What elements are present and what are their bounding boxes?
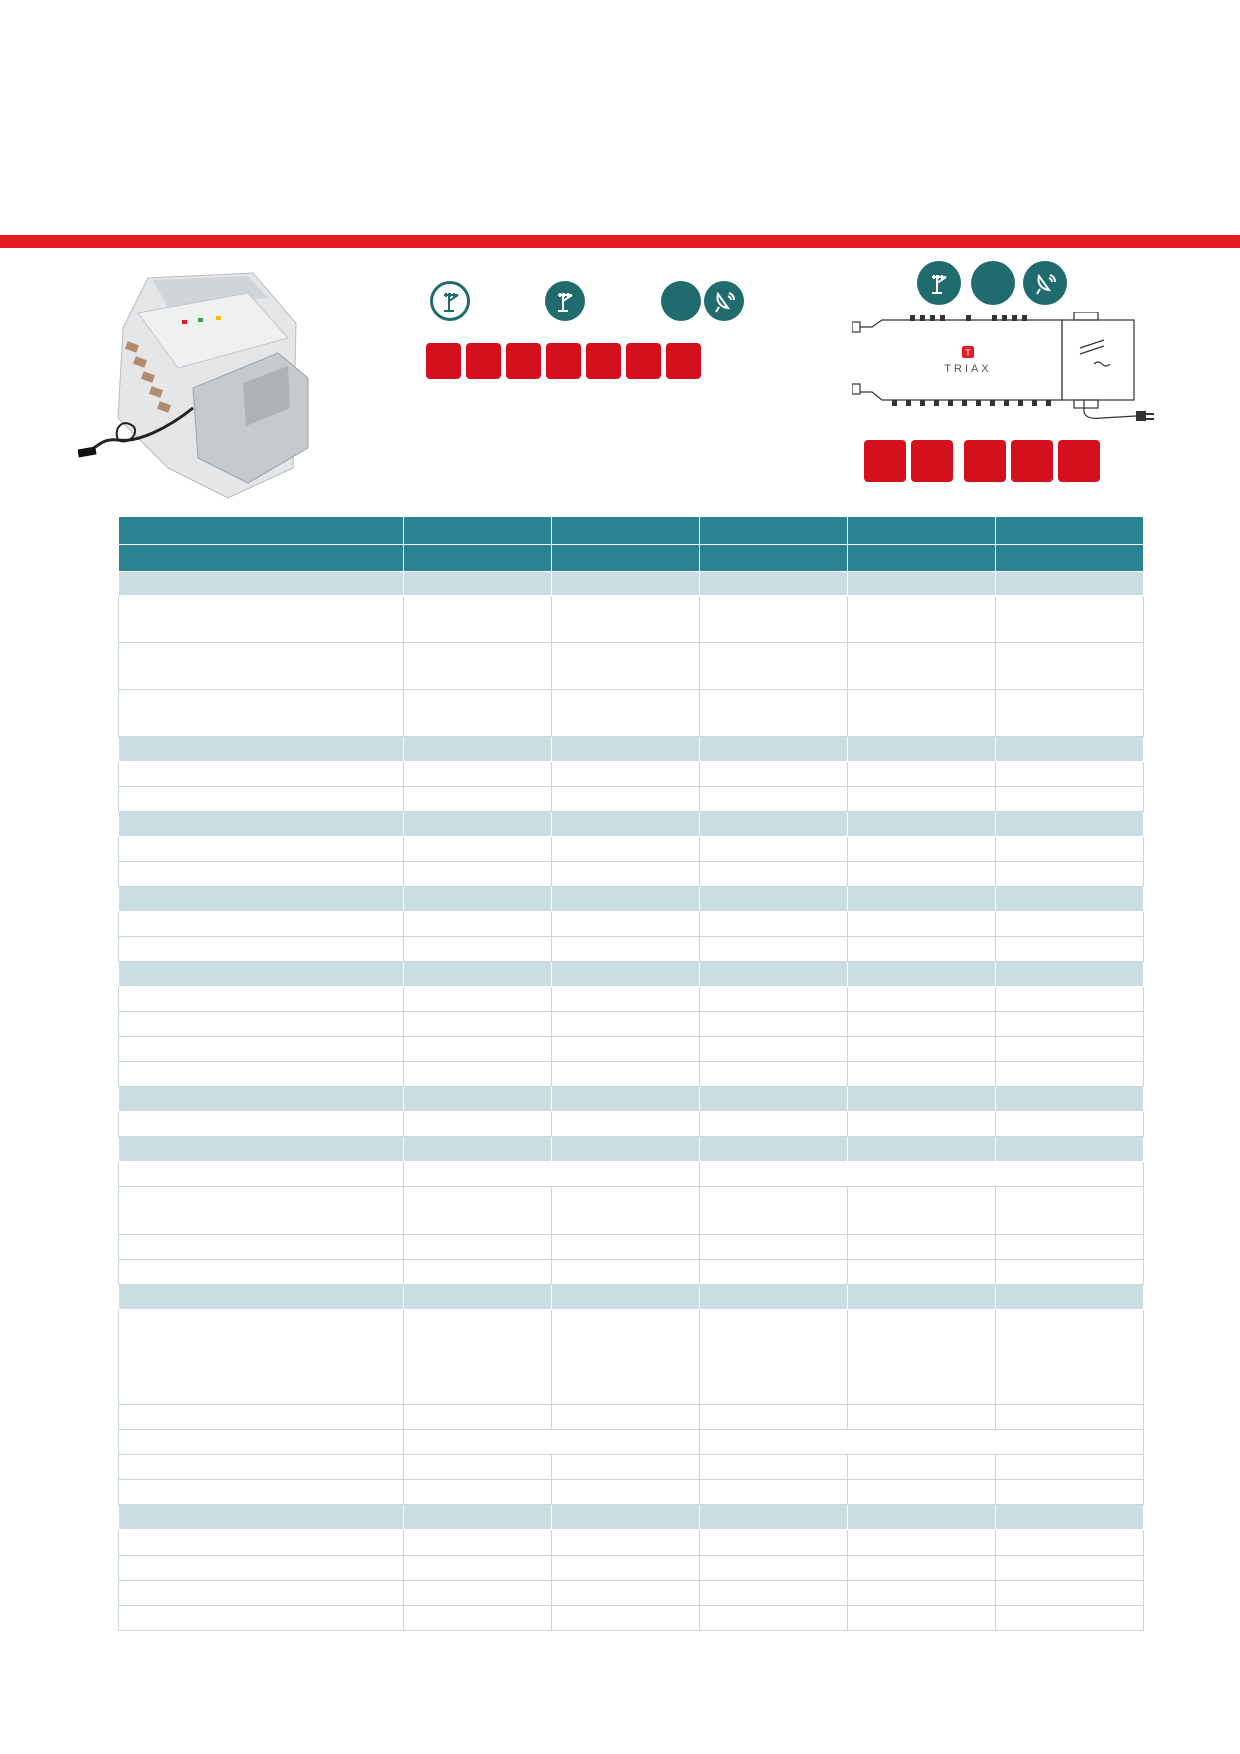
table-cell: [552, 642, 700, 689]
table-cell: [119, 961, 404, 986]
table-cell: [700, 689, 848, 736]
table-cell: [848, 1580, 996, 1605]
table-cell: [996, 861, 1144, 886]
table-cell: [700, 1309, 848, 1404]
table-row: [119, 1605, 1144, 1630]
table-cell: [404, 1111, 552, 1136]
table-section-row: [119, 1086, 1144, 1111]
feature-badge: [626, 343, 661, 379]
table-cell: [848, 1234, 996, 1259]
table-cell: [848, 1479, 996, 1504]
table-cell: [848, 1454, 996, 1479]
table-cell: [404, 1404, 552, 1429]
multiswitch-schematic: [852, 312, 1164, 428]
table-cell: [848, 1605, 996, 1630]
table-row: [119, 911, 1144, 936]
table-cell: [119, 595, 404, 642]
table-cell: [404, 1234, 552, 1259]
table-cell: [404, 961, 552, 986]
table-row: [119, 1555, 1144, 1580]
table-cell: [404, 642, 552, 689]
table-cell: [848, 689, 996, 736]
table-cell: [552, 544, 700, 571]
table-cell: [404, 1161, 700, 1186]
table-row: [119, 1404, 1144, 1429]
table-cell: [848, 986, 996, 1011]
table-cell: [404, 1454, 552, 1479]
table-row: [119, 1309, 1144, 1404]
feature-badge: [666, 343, 701, 379]
table-cell: [404, 689, 552, 736]
table-row: [119, 1429, 1144, 1454]
table-row: [119, 595, 1144, 642]
feature-badge: [546, 343, 581, 379]
table-header-row: [119, 517, 1144, 544]
table-cell: [404, 571, 552, 595]
table-cell: [552, 1061, 700, 1086]
table-cell: [404, 1529, 552, 1555]
table-cell: [996, 986, 1144, 1011]
table-cell: [848, 1404, 996, 1429]
table-cell: [848, 911, 996, 936]
table-cell: [996, 911, 1144, 936]
table-cell: [552, 1404, 700, 1429]
table-section-row: [119, 811, 1144, 836]
table-cell: [996, 1259, 1144, 1284]
table-cell: [848, 571, 996, 595]
table-cell: [404, 1061, 552, 1086]
table-cell: [552, 571, 700, 595]
table-cell: [700, 544, 848, 571]
table-cell: [119, 1136, 404, 1161]
table-cell: [119, 1580, 404, 1605]
table-cell: [996, 642, 1144, 689]
table-cell: [700, 1404, 848, 1429]
table-cell: [119, 1504, 404, 1529]
satellite-dish-icon: [1023, 261, 1067, 305]
table-cell: [552, 595, 700, 642]
table-cell: [552, 1284, 700, 1309]
blank-badge-icon: [971, 261, 1015, 305]
table-cell: [404, 1479, 552, 1504]
table-cell: [848, 1309, 996, 1404]
table-cell: [552, 517, 700, 544]
table-cell: [552, 1580, 700, 1605]
table-cell: [119, 811, 404, 836]
table-row: [119, 1111, 1144, 1136]
table-cell: [848, 886, 996, 911]
table-cell: [552, 861, 700, 886]
table-cell: [552, 986, 700, 1011]
table-cell: [119, 936, 404, 961]
table-cell: [996, 1011, 1144, 1036]
table-cell: [848, 1061, 996, 1086]
table-cell: [119, 886, 404, 911]
table-cell: [996, 544, 1144, 571]
table-row: [119, 689, 1144, 736]
table-cell: [552, 1011, 700, 1036]
table-cell: [700, 1161, 1144, 1186]
feature-badges-left: [426, 343, 701, 379]
feature-badge: [911, 440, 953, 482]
table-cell: [552, 961, 700, 986]
table-cell: [996, 571, 1144, 595]
table-cell: [700, 1061, 848, 1086]
table-cell: [119, 1011, 404, 1036]
table-cell: [996, 1404, 1144, 1429]
table-row: [119, 1259, 1144, 1284]
table-cell: [552, 689, 700, 736]
table-cell: [552, 1086, 700, 1111]
table-cell: [404, 517, 552, 544]
table-cell: [700, 571, 848, 595]
table-cell: [848, 642, 996, 689]
svg-text:TRIAX: TRIAX: [944, 363, 992, 375]
svg-text:T: T: [965, 348, 971, 358]
table-cell: [119, 1234, 404, 1259]
table-cell: [848, 1111, 996, 1136]
table-cell: [404, 544, 552, 571]
table-cell: [996, 517, 1144, 544]
table-cell: [119, 689, 404, 736]
table-cell: [119, 836, 404, 861]
table-cell: [119, 544, 404, 571]
feature-badges-right: [864, 440, 1100, 482]
table-cell: [996, 1284, 1144, 1309]
table-cell: [996, 936, 1144, 961]
table-cell: [552, 1111, 700, 1136]
table-row: [119, 1454, 1144, 1479]
table-cell: [404, 911, 552, 936]
table-cell: [700, 886, 848, 911]
table-cell: [404, 1605, 552, 1630]
table-cell: [996, 1234, 1144, 1259]
table-cell: [552, 1186, 700, 1234]
table-section-row: [119, 1504, 1144, 1529]
table-cell: [700, 1429, 1144, 1454]
table-cell: [552, 886, 700, 911]
table-cell: [848, 1011, 996, 1036]
table-cell: [700, 1086, 848, 1111]
table-cell: [552, 761, 700, 786]
table-cell: [119, 1429, 404, 1454]
table-cell: [552, 1529, 700, 1555]
table-cell: [119, 1186, 404, 1234]
table-cell: [996, 1061, 1144, 1086]
table-row: [119, 1036, 1144, 1061]
table-cell: [996, 736, 1144, 761]
table-cell: [996, 886, 1144, 911]
table-row: [119, 1186, 1144, 1234]
table-cell: [404, 786, 552, 811]
table-cell: [404, 1580, 552, 1605]
table-row: [119, 1161, 1144, 1186]
table-cell: [700, 1011, 848, 1036]
table-cell: [996, 761, 1144, 786]
table-cell: [119, 517, 404, 544]
table-cell: [700, 1284, 848, 1309]
table-cell: [848, 786, 996, 811]
table-cell: [404, 811, 552, 836]
table-cell: [404, 986, 552, 1011]
table-cell: [848, 811, 996, 836]
table-cell: [119, 1161, 404, 1186]
table-cell: [700, 761, 848, 786]
table-cell: [119, 1479, 404, 1504]
table-cell: [119, 736, 404, 761]
table-cell: [996, 1529, 1144, 1555]
table-cell: [552, 736, 700, 761]
table-cell: [119, 1259, 404, 1284]
table-cell: [848, 1086, 996, 1111]
table-cell: [848, 861, 996, 886]
table-cell: [552, 1504, 700, 1529]
table-cell: [700, 517, 848, 544]
table-cell: [404, 761, 552, 786]
table-cell: [996, 836, 1144, 861]
table-cell: [996, 1555, 1144, 1580]
table-cell: [700, 986, 848, 1011]
table-cell: [996, 1580, 1144, 1605]
table-row: [119, 1580, 1144, 1605]
table-cell: [119, 1454, 404, 1479]
table-cell: [996, 1479, 1144, 1504]
table-cell: [404, 595, 552, 642]
table-cell: [119, 642, 404, 689]
table-row: [119, 936, 1144, 961]
table-cell: [119, 986, 404, 1011]
table-cell: [404, 1186, 552, 1234]
feature-badge: [426, 343, 461, 379]
table-row: [119, 836, 1144, 861]
table-cell: [848, 736, 996, 761]
table-cell: [848, 1259, 996, 1284]
table-cell: [700, 1555, 848, 1580]
table-cell: [700, 1504, 848, 1529]
table-cell: [404, 1429, 700, 1454]
table-cell: [552, 1234, 700, 1259]
table-section-row: [119, 571, 1144, 595]
table-cell: [404, 1036, 552, 1061]
table-cell: [700, 1259, 848, 1284]
table-cell: [404, 1011, 552, 1036]
table-cell: [552, 1036, 700, 1061]
table-cell: [119, 1036, 404, 1061]
table-cell: [848, 517, 996, 544]
table-cell: [700, 1136, 848, 1161]
table-cell: [552, 1259, 700, 1284]
table-cell: [119, 761, 404, 786]
table-row: [119, 1061, 1144, 1086]
satellite-dish-icon: [704, 281, 744, 321]
table-cell: [700, 1234, 848, 1259]
table-cell: [552, 1555, 700, 1580]
table-row: [119, 1529, 1144, 1555]
table-cell: [700, 1479, 848, 1504]
feature-badge: [586, 343, 621, 379]
table-cell: [848, 1136, 996, 1161]
table-cell: [552, 1454, 700, 1479]
table-cell: [119, 786, 404, 811]
feature-badge: [1058, 440, 1100, 482]
table-cell: [552, 786, 700, 811]
table-cell: [996, 811, 1144, 836]
table-cell: [848, 1529, 996, 1555]
table-cell: [700, 936, 848, 961]
table-cell: [700, 1186, 848, 1234]
table-cell: [119, 861, 404, 886]
table-section-row: [119, 1136, 1144, 1161]
table-cell: [552, 1136, 700, 1161]
table-cell: [700, 1454, 848, 1479]
table-row: [119, 786, 1144, 811]
table-cell: [552, 1605, 700, 1630]
table-cell: [404, 1259, 552, 1284]
table-cell: [700, 1580, 848, 1605]
table-cell: [996, 1036, 1144, 1061]
table-cell: [119, 1555, 404, 1580]
table-cell: [848, 1555, 996, 1580]
table-cell: [119, 1061, 404, 1086]
table-cell: [996, 961, 1144, 986]
table-cell: [700, 786, 848, 811]
table-cell: [996, 1504, 1144, 1529]
terrestrial-antenna-icon: [545, 281, 585, 321]
table-cell: [119, 571, 404, 595]
table-cell: [552, 911, 700, 936]
table-cell: [404, 1136, 552, 1161]
table-cell: [119, 1086, 404, 1111]
table-cell: [700, 1036, 848, 1061]
table-cell: [404, 1284, 552, 1309]
specification-table: [118, 517, 1144, 1631]
table-row: [119, 1479, 1144, 1504]
table-cell: [996, 1605, 1144, 1630]
table-cell: [848, 1186, 996, 1234]
table-cell: [848, 1036, 996, 1061]
table-cell: [996, 786, 1144, 811]
table-cell: [404, 1086, 552, 1111]
table-cell: [848, 761, 996, 786]
table-cell: [700, 736, 848, 761]
table-cell: [700, 642, 848, 689]
blank-badge-icon: [661, 281, 701, 321]
table-section-row: [119, 886, 1144, 911]
table-cell: [700, 961, 848, 986]
table-row: [119, 861, 1144, 886]
terrestrial-antenna-outline-icon: [430, 281, 470, 321]
table-cell: [119, 1605, 404, 1630]
table-cell: [404, 736, 552, 761]
table-row: [119, 761, 1144, 786]
table-cell: [848, 1504, 996, 1529]
table-cell: [996, 1086, 1144, 1111]
header-accent-bar: [0, 235, 1240, 248]
table-cell: [996, 1309, 1144, 1404]
table-cell: [700, 1605, 848, 1630]
feature-badge: [466, 343, 501, 379]
multiswitch-product-photo: [78, 268, 340, 508]
table-cell: [996, 1186, 1144, 1234]
feature-badge: [1011, 440, 1053, 482]
table-cell: [700, 861, 848, 886]
table-cell: [404, 861, 552, 886]
table-cell: [848, 836, 996, 861]
table-row: [119, 986, 1144, 1011]
table-cell: [404, 936, 552, 961]
table-cell: [552, 836, 700, 861]
table-cell: [996, 1136, 1144, 1161]
table-cell: [700, 836, 848, 861]
table-cell: [119, 911, 404, 936]
table-cell: [996, 689, 1144, 736]
table-cell: [700, 595, 848, 642]
table-section-row: [119, 1284, 1144, 1309]
table-cell: [700, 1529, 848, 1555]
table-cell: [119, 1529, 404, 1555]
table-cell: [552, 1479, 700, 1504]
table-cell: [700, 811, 848, 836]
feature-badge: [506, 343, 541, 379]
table-cell: [119, 1111, 404, 1136]
table-cell: [700, 911, 848, 936]
table-cell: [996, 595, 1144, 642]
table-cell: [404, 1555, 552, 1580]
feature-badge: [964, 440, 1006, 482]
table-cell: [996, 1111, 1144, 1136]
table-cell: [404, 836, 552, 861]
table-section-row: [119, 961, 1144, 986]
table-row: [119, 1234, 1144, 1259]
table-cell: [552, 936, 700, 961]
terrestrial-antenna-icon: [917, 261, 961, 305]
table-cell: [848, 595, 996, 642]
table-section-row: [119, 736, 1144, 761]
table-cell: [404, 1309, 552, 1404]
feature-badge: [864, 440, 906, 482]
table-cell: [848, 1284, 996, 1309]
table-cell: [848, 961, 996, 986]
table-row: [119, 642, 1144, 689]
table-cell: [119, 1284, 404, 1309]
table-row: [119, 1011, 1144, 1036]
table-cell: [552, 811, 700, 836]
table-cell: [848, 544, 996, 571]
table-cell: [404, 1504, 552, 1529]
table-cell: [848, 936, 996, 961]
table-header-row: [119, 544, 1144, 571]
table-cell: [552, 1309, 700, 1404]
table-cell: [119, 1404, 404, 1429]
table-cell: [996, 1454, 1144, 1479]
table-cell: [404, 886, 552, 911]
table-cell: [700, 1111, 848, 1136]
table-cell: [119, 1309, 404, 1404]
